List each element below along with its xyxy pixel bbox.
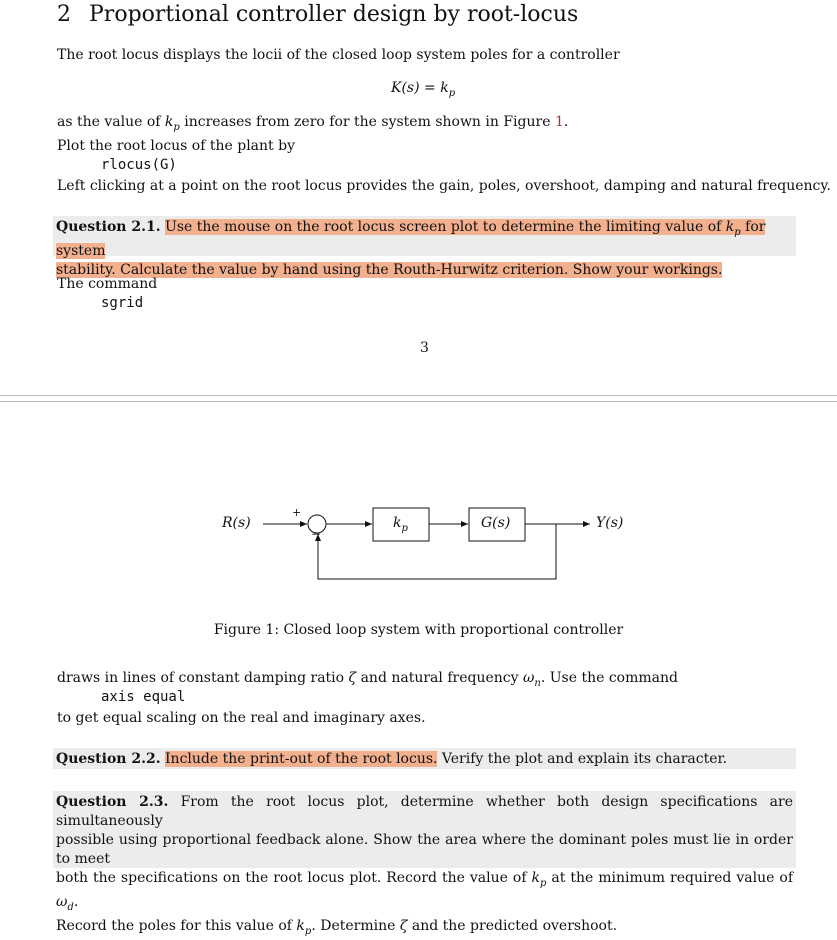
- output-label: Y(s): [596, 515, 624, 531]
- page-divider: [0, 401, 837, 402]
- question-2-1-text: [56, 218, 793, 280]
- minus-sign: −: [311, 527, 322, 541]
- question-2-3-line4: Record the poles for this value of: [56, 917, 297, 934]
- question-2-3-line3: .: [73, 893, 79, 910]
- omega-subscript: d: [67, 901, 74, 913]
- section-number: 2: [57, 2, 71, 27]
- equation-subscript: p: [448, 87, 456, 99]
- page-number: 3: [420, 340, 429, 356]
- plant-label: G(s): [481, 515, 511, 531]
- controller-label: [393, 515, 408, 534]
- text: and natural frequency: [356, 670, 523, 686]
- question-2-2-box: [53, 748, 796, 769]
- text: .: [563, 114, 569, 130]
- paragraph-plot: Plot the root locus of the plant by: [57, 138, 295, 154]
- question-2-2-rest: Verify the plot and explain its character.: [437, 751, 728, 767]
- figure-caption: Figure 1: Closed loop system with proportional controller: [213, 622, 624, 638]
- page-divider: [0, 395, 837, 396]
- kp-symbol: k: [164, 114, 174, 130]
- question-2-3-line1: From the root locus plot, determine whether both design specifications are simultaneously: [56, 794, 793, 829]
- highlight-text: for system: [56, 219, 766, 259]
- kp-symbol: k: [531, 870, 540, 886]
- omega-symbol: ω: [56, 893, 68, 910]
- code-sgrid: sgrid: [101, 295, 144, 311]
- omega-subscript: n: [534, 677, 541, 689]
- kp-symbol: k: [393, 515, 402, 531]
- text: increases from zero for the system shown in Figure: [179, 114, 555, 130]
- question-2-3-line4: and the predicted overshoot.: [407, 917, 618, 934]
- paragraph-intro: The root locus displays the locii of the closed loop system poles for a controller: [57, 47, 620, 63]
- paragraph-sgrid: [57, 670, 678, 689]
- question-2-3-box: [53, 791, 796, 937]
- question-2-1-box: [53, 216, 796, 278]
- paragraph-click: Left clicking at a point on the root locus provides the gain, poles, overshoot, damping and natural frequency.: [57, 178, 831, 194]
- question-2-2-title: Question 2.2.: [56, 751, 161, 767]
- code-axis-equal: axis equal: [101, 689, 186, 705]
- kp-subscript: p: [539, 877, 547, 889]
- paragraph-scaling: to get equal scaling on the real and imaginary axes.: [57, 710, 426, 726]
- kp-subscript: p: [173, 121, 180, 133]
- kp-symbol: k: [725, 219, 735, 235]
- plus-sign: +: [292, 506, 302, 519]
- question-2-3-text: [56, 793, 793, 940]
- text: draws in lines of constant damping ratio: [57, 670, 349, 686]
- paragraph-gain: [57, 114, 568, 133]
- equation-text: K(s) = k: [391, 80, 449, 96]
- code-rlocus: rlocus(G): [101, 157, 177, 173]
- controller-equation: [391, 80, 455, 99]
- zeta-symbol: ζ: [348, 670, 357, 686]
- question-2-1-title: Question 2.1.: [56, 219, 161, 235]
- block-diagram: [0, 490, 837, 590]
- figure-reference-link[interactable]: 1: [554, 114, 564, 130]
- kp-subscript: p: [304, 925, 312, 937]
- zeta-symbol: ζ: [399, 917, 408, 934]
- question-2-3-line2: possible using proportional feedback alone. Show the area where the dominant poles must lie in order to meet: [56, 832, 793, 867]
- highlight-text: Use the mouse on the root locus screen plot to determine the limiting value of: [165, 219, 726, 235]
- question-2-3-line3: at the minimum required value of: [546, 870, 794, 886]
- question-2-1-highlight-line2: stability. Calculate the value by hand using the Routh-Hurwitz criterion. Show your workings.: [56, 261, 723, 278]
- question-2-1-highlight: [56, 219, 765, 259]
- text: . Use the command: [540, 670, 678, 686]
- text: as the value of: [57, 114, 165, 130]
- kp-subscript: p: [401, 522, 408, 534]
- paragraph-command: The command: [57, 276, 158, 292]
- question-2-2-highlight: Include the print-out of the root locus.: [165, 751, 438, 767]
- question-2-3-line4: . Determine: [311, 917, 400, 934]
- kp-symbol: k: [296, 917, 305, 934]
- section-heading: [57, 2, 578, 27]
- input-label: R(s): [222, 515, 251, 531]
- question-2-3-line3: both the specifications on the root locus plot. Record the value of: [56, 870, 532, 886]
- omega-symbol: ω: [522, 670, 535, 686]
- section-title: Proportional controller design by root-locus: [89, 2, 579, 27]
- question-2-3-title: Question 2.3.: [56, 794, 169, 810]
- kp-subscript: p: [734, 226, 741, 238]
- question-2-2-text: [56, 750, 793, 769]
